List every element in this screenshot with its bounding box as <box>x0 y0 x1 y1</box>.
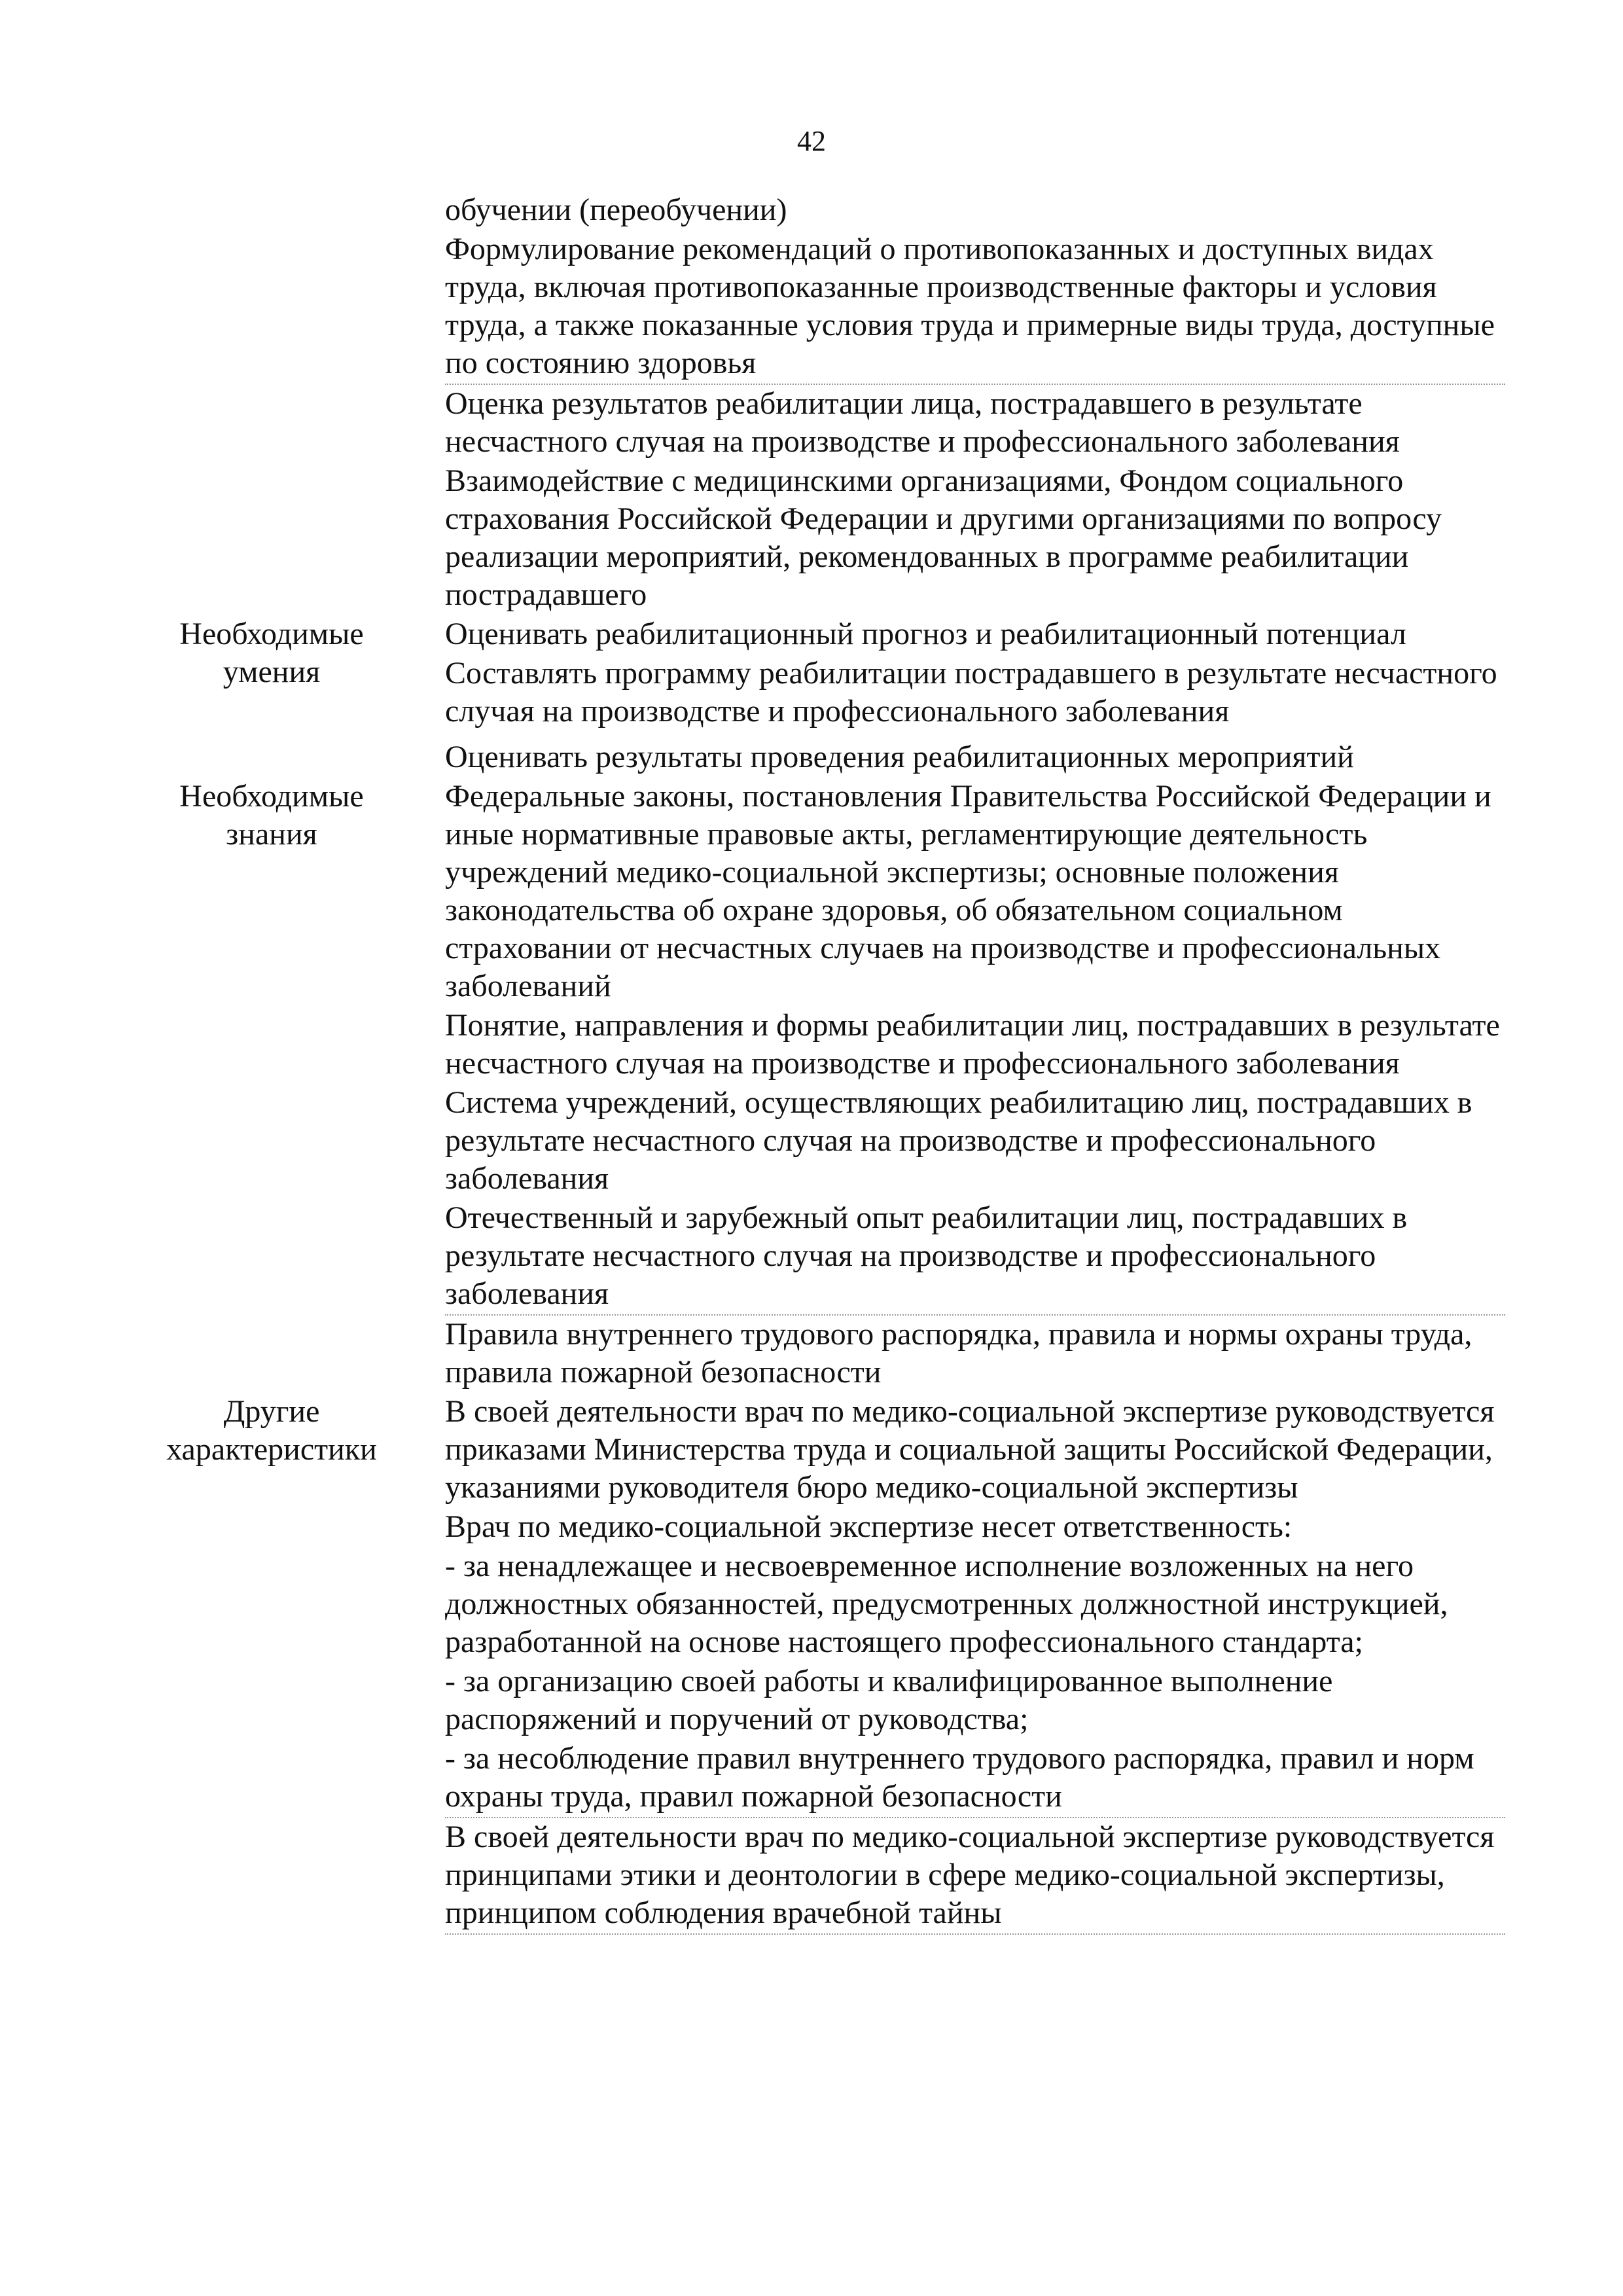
section-items <box>445 615 1505 778</box>
section-items <box>445 191 1505 615</box>
list-item: Система учреждений, осуществляющих реабилитацию лиц, пострадавших в результате несчастного случая на производстве и профессионального заболевания <box>445 1085 1472 1196</box>
list-item: В своей деятельности врач по медико-социальной экспертизе руководствуется принципами этики и деонтологии в сфере медико-социальной экспертизы, принципом соблюдения врачебной тайны <box>445 1818 1505 1935</box>
list-item: В своей деятельности врач по медико-социальной экспертизе руководствуется приказами Министерства труда и социальной защиты Российской Федерации, указаниями руководителя бюро медико-социальной экспертизы <box>445 1394 1495 1505</box>
list-item: - за ненадлежащее и несвоевременное исполнение возложенных на него должностных обязанностей, предусмотренных должностной инструкцией, разработанной на основе настоящего профессионального стандарта; <box>445 1549 1448 1659</box>
page-number: 42 <box>797 125 826 157</box>
section-other-characteristics <box>131 1393 1505 1935</box>
list-item: Оценивать результаты проведения реабилитационных мероприятий <box>445 740 1354 774</box>
list-item: Оценка результатов реабилитации лица, пострадавшего в результате несчастного случая на производстве и профессионального заболевания <box>445 386 1400 459</box>
list-item: Взаимодействие с медицинскими организациями, Фондом социального страхования Российской Федерации и другими организациями по вопросу реализации мероприятий, рекомендованных в программе реабилитации пострадавшего <box>445 463 1442 612</box>
section-required-knowledge <box>131 778 1505 1393</box>
standard-table <box>131 191 1505 1935</box>
section-label: Необходимые знания <box>179 779 364 852</box>
list-item: Понятие, направления и формы реабилитации лиц, пострадавших в результате несчастного случая на производстве и профессионального заболевания <box>445 1008 1500 1081</box>
list-item: Оценивать реабилитационный прогноз и реабилитационный потенциал <box>445 617 1406 651</box>
section-label: Необходимые умения <box>179 617 364 689</box>
section-items <box>445 1393 1505 1935</box>
list-item: Составлять программу реабилитации пострадавшего в результате несчастного случая на производстве и профессионального заболевания <box>445 656 1497 728</box>
section-required-skills <box>131 615 1505 778</box>
list-item: - за организацию своей работы и квалифицированное выполнение распоряжений и поручений от руководства; <box>445 1664 1333 1736</box>
list-item: Формулирование рекомендаций о противопоказанных и доступных видах труда, включая противопоказанные производственные факторы и условия труда, а также показанные условия труда и примерные виды труда, доступные по состоянию здоровья <box>445 230 1505 385</box>
list-item: - за несоблюдение правил внутреннего трудового распорядка, правил и норм охраны труда, правил пожарной безопасности <box>445 1740 1505 1818</box>
section-label: Другие характеристики <box>166 1394 377 1467</box>
section-labor-functions-continued <box>131 191 1505 615</box>
section-items <box>445 778 1505 1393</box>
list-item: обучении (переобучении) <box>445 192 787 227</box>
list-item: Федеральные законы, постановления Правительства Российской Федерации и иные нормативные правовые акты, регламентирующие деятельность учреждений медико-социальной экспертизы; основные положения законодательства об охране здоровья, об обязательном социальном страховании от несчастных случаев на производстве и профессиональных заболеваний <box>445 779 1491 1003</box>
list-item: Правила внутреннего трудового распорядка, правила и нормы охраны труда, правила пожарной безопасности <box>445 1317 1472 1390</box>
list-item: Отечественный и зарубежный опыт реабилитации лиц, пострадавших в результате несчастного случая на производстве и профессионального заболевания <box>445 1199 1505 1316</box>
list-item: Врач по медико-социальной экспертизе несет ответственность: <box>445 1509 1293 1544</box>
